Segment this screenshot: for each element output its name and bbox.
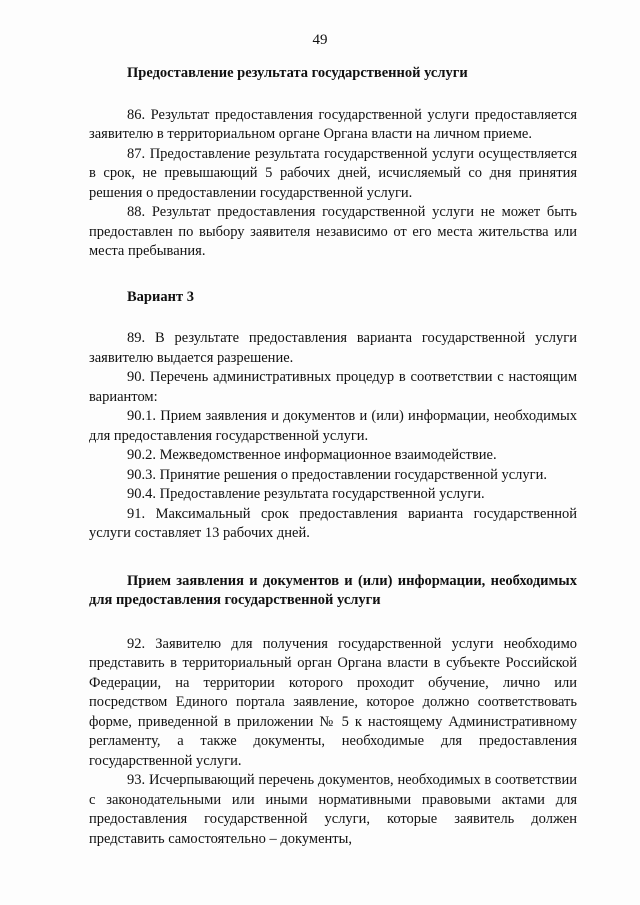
paragraph-88: 88. Результат предоставления государственной услуги не может быть предоставлен по выбору заявителя независимо от его места жительства или места пребывания. — [89, 204, 577, 259]
paragraph-90-4: 90.4. Предоставление результата государственной услуги. — [127, 486, 485, 502]
paragraph-91: 91. Максимальный срок предоставления варианта государственной услуги составляет 13 рабочих дней. — [89, 505, 577, 541]
paragraph-90-3: 90.3. Принятие решения о предоставлении государственной услуги. — [127, 466, 547, 483]
page-number: 49 — [312, 32, 328, 48]
paragraph-90: 90. Перечень административных процедур в соответствии с настоящим вариантом: — [89, 369, 577, 405]
document-body — [89, 64, 577, 849]
section-heading-variant-3: Вариант 3 — [127, 288, 194, 305]
paragraph-87: 87. Предоставление результата государственной услуги осуществляется в срок, не превышающий 5 рабочих дней, исчисляемый со дня принятия решения о предоставлении государственной услуги. — [89, 145, 577, 201]
paragraph-89: 89. В результате предоставления варианта государственной услуги заявителю выдается разрешение. — [89, 330, 577, 366]
section-heading-result: Предоставление результата государственной услуги — [127, 65, 468, 81]
section-heading-application: Прием заявления и документов и (или) информации, необходимых для предоставления государственной услуги — [89, 572, 577, 608]
paragraph-90-2: 90.2. Межведомственное информационное взаимодействие. — [127, 447, 497, 463]
paragraph-93: 93. Исчерпывающий перечень документов, необходимых в соответствии с законодательными или иными нормативными правовыми актами для предоставления государственной услуги, которые заявитель должен представить самостоятельно – документы, — [89, 772, 577, 847]
paragraph-86: 86. Результат предоставления государственной услуги предоставляется заявителю в территориальном органе Органа власти на личном приеме. — [89, 106, 577, 142]
paragraph-92: 92. Заявителю для получения государственной услуги необходимо представить в территориальный орган Органа власти в субъекте Российской Федерации, на территории которого проходит обучение, лично или посредством Единого портала заявление, которое должно соответствовать форме, приведенной в приложении № 5 к настоящему Административному регламенту, а также документы, необходимые для предоставления государственной услуги. — [89, 635, 577, 769]
paragraph-90-1: 90.1. Прием заявления и документов и (или) информации, необходимых для предоставления государственной услуги. — [89, 408, 577, 444]
